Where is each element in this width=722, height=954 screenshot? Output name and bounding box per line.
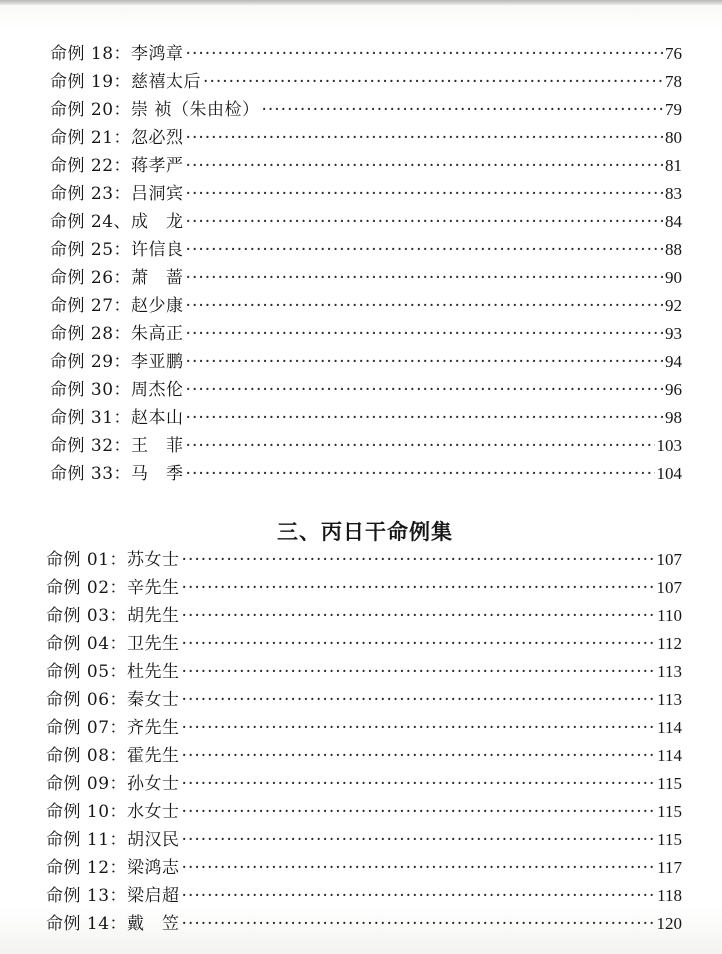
toc-entry[interactable] xyxy=(50,404,682,432)
toc-entry-label: 命例 28：朱高正 xyxy=(50,324,184,344)
toc-entry[interactable] xyxy=(46,574,682,602)
toc-entry-page: 92 xyxy=(665,296,682,315)
toc-entry-page: 90 xyxy=(665,268,682,287)
toc-entry-page: 115 xyxy=(657,802,682,821)
dot-leader xyxy=(182,882,656,910)
dot-leader xyxy=(261,96,663,124)
toc-entry-page: 112 xyxy=(657,634,682,653)
toc-entry[interactable] xyxy=(46,714,682,742)
toc-entry[interactable] xyxy=(50,124,682,152)
toc-entry[interactable] xyxy=(50,264,682,292)
dot-leader xyxy=(182,742,656,770)
toc-entry[interactable] xyxy=(46,910,682,938)
toc-entry-page: 84 xyxy=(665,212,682,231)
toc-entry-page: 114 xyxy=(657,718,682,737)
toc-entry[interactable] xyxy=(50,236,682,264)
toc-entry-page: 113 xyxy=(657,690,682,709)
dot-leader xyxy=(182,658,656,686)
dot-leader xyxy=(182,854,656,882)
toc-entry-label: 命例 24、成 龙 xyxy=(50,212,184,232)
toc-entry-page: 115 xyxy=(657,774,682,793)
dot-leader xyxy=(186,236,663,264)
toc-entry[interactable] xyxy=(50,68,682,96)
toc-entry-label: 命例 25：许信良 xyxy=(50,240,184,260)
dot-leader xyxy=(182,686,656,714)
toc-entry-page: 103 xyxy=(656,436,682,455)
dot-leader xyxy=(182,910,655,938)
toc-entry-page: 79 xyxy=(665,100,682,119)
toc-entry-page: 120 xyxy=(656,914,682,933)
dot-leader xyxy=(186,348,663,376)
toc-entry-label: 命例 18：李鸿章 xyxy=(50,44,184,64)
toc-entry-page: 80 xyxy=(665,128,682,147)
toc-entry-label: 命例 33：马 季 xyxy=(50,464,184,484)
dot-leader xyxy=(182,546,655,574)
toc-entry-label: 命例 29：李亚鹏 xyxy=(50,352,184,372)
dot-leader xyxy=(182,714,656,742)
toc-entry-label: 命例 13：梁启超 xyxy=(46,886,180,906)
dot-leader xyxy=(186,180,663,208)
toc-entry-label: 命例 12：梁鸿志 xyxy=(46,858,180,878)
toc-entry-label: 命例 23：吕洞宾 xyxy=(50,184,184,204)
toc-entry-page: 98 xyxy=(665,408,682,427)
toc-entry-page: 110 xyxy=(657,606,682,625)
toc-entry[interactable] xyxy=(50,152,682,180)
toc-entry-page: 78 xyxy=(665,72,682,91)
toc-entry-label: 命例 32：王 菲 xyxy=(50,436,184,456)
toc-entry-page: 114 xyxy=(657,746,682,765)
toc-entry-label: 命例 10：水女士 xyxy=(46,802,180,822)
toc-entry-label: 命例 02：辛先生 xyxy=(46,578,180,598)
toc-entry[interactable] xyxy=(50,292,682,320)
section-heading: 三、丙日干命例集 xyxy=(277,520,453,544)
toc-entry-label: 命例 14：戴 笠 xyxy=(46,914,180,934)
toc-entry[interactable] xyxy=(46,546,682,574)
toc-entry[interactable] xyxy=(50,180,682,208)
toc-entry[interactable] xyxy=(46,882,682,910)
toc-entry-label: 命例 01：苏女士 xyxy=(46,550,180,570)
dot-leader xyxy=(186,208,663,236)
toc-entry-label: 命例 30：周杰伦 xyxy=(50,380,184,400)
toc-entry[interactable] xyxy=(46,742,682,770)
toc-entry[interactable] xyxy=(46,686,682,714)
dot-leader xyxy=(186,264,663,292)
dot-leader xyxy=(182,798,656,826)
toc-entry[interactable] xyxy=(46,826,682,854)
toc-entry-label: 命例 20：崇 祯（朱由检） xyxy=(50,100,260,120)
toc-entry-label: 命例 26：萧 蔷 xyxy=(50,268,184,288)
toc-entry[interactable] xyxy=(50,432,682,460)
toc-entry-label: 命例 22：蒋孝严 xyxy=(50,156,184,176)
dot-leader xyxy=(186,152,663,180)
toc-entry[interactable] xyxy=(50,376,682,404)
dot-leader xyxy=(186,292,663,320)
toc-entry-page: 104 xyxy=(656,464,682,483)
toc-entry[interactable] xyxy=(46,770,682,798)
dot-leader xyxy=(186,432,655,460)
toc-entry-page: 107 xyxy=(656,578,682,597)
toc-entry-label: 命例 21：忽必烈 xyxy=(50,128,184,148)
toc-entry[interactable] xyxy=(46,854,682,882)
toc-entry-page: 107 xyxy=(656,550,682,569)
toc-entry-page: 93 xyxy=(665,324,682,343)
toc-entry-page: 94 xyxy=(665,352,682,371)
toc-entry[interactable] xyxy=(50,460,682,488)
toc-entry[interactable] xyxy=(50,348,682,376)
toc-entry-label: 命例 07：齐先生 xyxy=(46,718,180,738)
toc-entry-label: 命例 09：孙女士 xyxy=(46,774,180,794)
dot-leader xyxy=(182,574,655,602)
dot-leader xyxy=(186,124,663,152)
toc-entry-label: 命例 06：秦女士 xyxy=(46,690,180,710)
toc-entry-page: 115 xyxy=(657,830,682,849)
toc-entry-label: 命例 31：赵本山 xyxy=(50,408,184,428)
dot-leader xyxy=(182,602,656,630)
toc-entry[interactable] xyxy=(50,96,682,124)
dot-leader xyxy=(182,826,656,854)
dot-leader xyxy=(186,320,663,348)
toc-entry[interactable] xyxy=(50,208,682,236)
toc-entry[interactable] xyxy=(50,40,682,68)
toc-entry-label: 命例 19：慈禧太后 xyxy=(50,72,202,92)
toc-entry[interactable] xyxy=(46,658,682,686)
toc-entry-label: 命例 08：霍先生 xyxy=(46,746,180,766)
dot-leader xyxy=(186,376,663,404)
toc-entry-page: 83 xyxy=(665,184,682,203)
dot-leader xyxy=(182,630,656,658)
toc-entry-page: 76 xyxy=(665,44,682,63)
dot-leader xyxy=(186,404,663,432)
toc-entry-page: 118 xyxy=(657,886,682,905)
dot-leader xyxy=(186,460,655,488)
toc-entry-label: 命例 11：胡汉民 xyxy=(46,830,180,850)
toc-entry-page: 81 xyxy=(665,156,682,175)
dot-leader xyxy=(203,68,663,96)
toc-entry[interactable] xyxy=(46,602,682,630)
toc-entry-page: 113 xyxy=(657,662,682,681)
dot-leader xyxy=(182,770,656,798)
toc-entry-page: 88 xyxy=(665,240,682,259)
toc-entry-page: 117 xyxy=(657,858,682,877)
dot-leader xyxy=(186,40,663,68)
toc-entry-label: 命例 03：胡先生 xyxy=(46,606,180,626)
toc-entry-label: 命例 27：赵少康 xyxy=(50,296,184,316)
toc-entry-label: 命例 05：杜先生 xyxy=(46,662,180,682)
toc-entry[interactable] xyxy=(46,798,682,826)
toc-entry-page: 96 xyxy=(665,380,682,399)
toc-entry[interactable] xyxy=(50,320,682,348)
toc-entry[interactable] xyxy=(46,630,682,658)
toc-entry-label: 命例 04：卫先生 xyxy=(46,634,180,654)
